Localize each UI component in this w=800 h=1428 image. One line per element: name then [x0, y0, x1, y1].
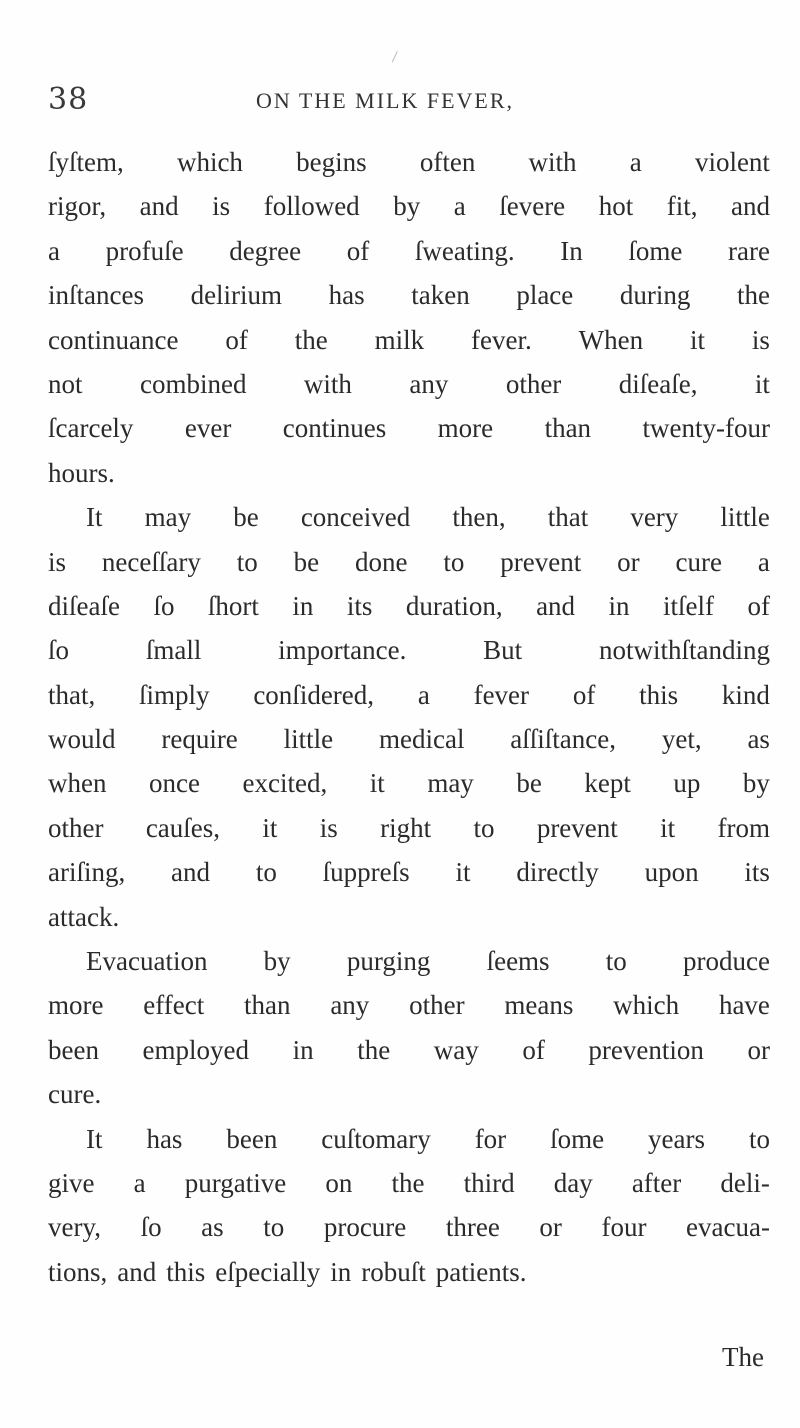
body-text	[48, 140, 770, 1294]
word: in	[292, 1034, 314, 1065]
word: the	[391, 1167, 425, 1198]
text-line	[48, 140, 770, 184]
text-line	[48, 495, 770, 539]
word: excited,	[242, 768, 328, 799]
word: or	[539, 1212, 562, 1243]
word: is	[212, 191, 231, 222]
word: when	[48, 768, 107, 799]
word: little	[720, 502, 770, 533]
word: of	[346, 235, 370, 266]
word: with	[528, 147, 577, 177]
word: evacua-	[686, 1212, 770, 1243]
text-line	[48, 362, 770, 406]
word: other	[409, 990, 465, 1021]
word: produce	[682, 946, 770, 977]
text-line	[48, 451, 770, 495]
word: four	[601, 1212, 647, 1243]
word: kind	[721, 679, 770, 710]
word: its	[346, 590, 373, 621]
word: to	[236, 546, 258, 577]
word: ſcarcely	[48, 413, 134, 444]
word: conſidered,	[253, 679, 375, 710]
word: followed	[263, 191, 360, 222]
text-line	[48, 673, 770, 717]
text-line	[48, 273, 770, 317]
word: other	[48, 812, 104, 843]
word: profuſe	[105, 235, 184, 266]
word: any	[409, 368, 449, 399]
word: hours.	[48, 457, 115, 488]
word: ſhort	[207, 590, 259, 621]
word: not	[48, 368, 83, 399]
word: and	[171, 857, 211, 888]
word: violent	[694, 147, 770, 177]
text-line	[48, 1161, 770, 1205]
word: or	[617, 546, 640, 577]
word: which	[613, 990, 680, 1021]
word: be	[516, 768, 542, 799]
word: for	[474, 1123, 507, 1154]
word: is	[751, 324, 770, 355]
word: milk	[374, 324, 425, 355]
word: means	[504, 990, 574, 1021]
word: to	[748, 1123, 770, 1154]
word: been	[226, 1123, 278, 1154]
word: the	[736, 280, 770, 311]
word: robuſt	[361, 1256, 426, 1287]
word: procure	[323, 1212, 407, 1243]
catchword: The	[722, 1342, 764, 1372]
word: years	[648, 1123, 706, 1154]
word: and	[536, 590, 576, 621]
stray-pen-mark	[392, 51, 403, 65]
word: prevent	[536, 812, 618, 843]
word: duration,	[405, 590, 503, 621]
word: way	[433, 1034, 479, 1065]
word: and	[117, 1256, 157, 1287]
word: begins	[296, 147, 367, 177]
word: to	[473, 812, 495, 843]
word: has	[146, 1123, 183, 1154]
text-line	[48, 584, 770, 628]
word: of	[522, 1034, 545, 1065]
word: a	[133, 1167, 146, 1198]
word: may	[144, 502, 192, 533]
word: ſweating.	[414, 235, 515, 266]
word: often	[419, 147, 476, 177]
word: than	[544, 413, 592, 444]
word: it	[754, 368, 770, 399]
word: it	[455, 857, 471, 888]
word: it	[660, 812, 676, 843]
word: conceived	[300, 502, 411, 533]
word: to	[605, 946, 627, 977]
word: this	[166, 1256, 206, 1287]
word: Evacuation	[86, 946, 208, 977]
word: rare	[728, 235, 770, 266]
word: the	[294, 324, 328, 355]
word: up	[673, 768, 701, 799]
text-line	[48, 628, 770, 672]
word: But	[483, 635, 523, 666]
word: that,	[48, 679, 96, 710]
word: hot	[598, 191, 634, 222]
word: would	[48, 724, 116, 755]
word: give	[48, 1167, 95, 1198]
text-line	[48, 1028, 770, 1072]
running-head-title: ON THE MILK FEVER,	[256, 88, 515, 113]
word: employed	[142, 1034, 250, 1065]
word: inſtances	[48, 280, 144, 311]
running-head	[48, 82, 768, 122]
word: ſo	[140, 1212, 162, 1243]
word: be	[233, 502, 259, 533]
word: it	[369, 768, 385, 799]
word: ariſing,	[48, 857, 126, 888]
word: It	[86, 1123, 103, 1154]
word: a	[417, 679, 430, 710]
word: require	[161, 724, 238, 755]
word: degree	[229, 235, 302, 266]
word: cauſes,	[145, 812, 221, 843]
word: diſeaſe	[48, 590, 120, 621]
word: rigor,	[48, 191, 107, 222]
word: than	[244, 990, 291, 1021]
word: in	[292, 590, 314, 621]
word: delirium	[190, 280, 283, 311]
word: cure.	[48, 1079, 102, 1110]
word: or	[747, 1034, 770, 1065]
text-line	[48, 939, 770, 983]
word: ſuppreſs	[322, 857, 410, 888]
word: fit,	[666, 191, 698, 222]
word: diſeaſe,	[618, 368, 698, 399]
text-line	[48, 983, 770, 1027]
word: a	[453, 191, 466, 222]
word: is	[319, 812, 338, 843]
word: ſimply	[139, 679, 210, 710]
word: fever	[473, 679, 530, 710]
word: and	[139, 191, 179, 222]
text-line	[48, 1072, 770, 1116]
text-line	[48, 318, 770, 362]
word: fever.	[471, 324, 532, 355]
word: notwithſtanding	[598, 635, 770, 666]
word: very	[630, 502, 679, 533]
page-number: 38	[48, 82, 89, 117]
word: cuſtomary	[321, 1123, 431, 1154]
word: the	[357, 1034, 391, 1065]
text-line	[48, 1205, 770, 1249]
word: ſevere	[499, 191, 566, 222]
word: that	[547, 502, 589, 533]
word: purgative	[184, 1167, 287, 1198]
word: eſpecially	[215, 1256, 321, 1287]
word: it	[690, 324, 706, 355]
word: cure	[675, 546, 723, 577]
word: and	[730, 191, 770, 222]
word: to	[263, 1212, 285, 1243]
word: place	[516, 280, 574, 311]
word: third	[463, 1167, 515, 1198]
word: combined	[139, 368, 247, 399]
word: ever	[184, 413, 232, 444]
word: any	[330, 990, 370, 1021]
word: on	[325, 1167, 353, 1198]
word: continuance	[48, 324, 179, 355]
word: is	[48, 546, 67, 577]
word: its	[744, 857, 770, 888]
word: after	[631, 1167, 682, 1198]
word: then,	[452, 502, 506, 533]
word: purging	[346, 946, 431, 977]
word: of	[747, 590, 770, 621]
word: to	[255, 857, 277, 888]
word: in	[608, 590, 630, 621]
word: importance.	[278, 635, 407, 666]
word: very,	[48, 1212, 101, 1243]
text-line	[48, 1250, 770, 1294]
word: ſeems	[486, 946, 550, 977]
word: to	[443, 546, 465, 577]
word: a	[629, 147, 642, 177]
word: a	[48, 235, 60, 266]
word: deli-	[720, 1167, 770, 1198]
word: ſo	[48, 635, 70, 666]
word: once	[149, 768, 200, 799]
word: from	[717, 812, 770, 843]
word: ſome	[628, 235, 683, 266]
word: tions,	[48, 1256, 108, 1287]
word: prevention	[588, 1034, 704, 1065]
word: which	[176, 147, 243, 177]
word: of	[225, 324, 248, 355]
word: twenty-four	[642, 413, 770, 444]
text-line	[48, 806, 770, 850]
text-line	[48, 895, 770, 939]
text-line	[48, 761, 770, 805]
word: little	[283, 724, 334, 755]
word: have	[718, 990, 770, 1021]
word: has	[328, 280, 365, 311]
word: more	[437, 413, 494, 444]
word: been	[48, 1034, 99, 1065]
text-line	[48, 850, 770, 894]
word: of	[572, 679, 596, 710]
word: as	[747, 724, 770, 755]
text-line	[48, 184, 770, 228]
word: during	[619, 280, 691, 311]
word: neceſſary	[101, 546, 201, 577]
word: kept	[584, 768, 631, 799]
word: done	[355, 546, 408, 577]
word: this	[639, 679, 679, 710]
word: by	[393, 191, 421, 222]
word: ſyſtem,	[48, 147, 124, 177]
text-line	[48, 1117, 770, 1161]
word: as	[201, 1212, 224, 1243]
text-line	[48, 229, 770, 273]
word: ſo	[153, 590, 175, 621]
text-line	[48, 717, 770, 761]
word: effect	[143, 990, 205, 1021]
word: by	[263, 946, 291, 977]
word: In	[560, 235, 583, 266]
word: in	[330, 1256, 352, 1287]
word: three	[445, 1212, 500, 1243]
word: ſome	[550, 1123, 605, 1154]
word: it	[262, 812, 278, 843]
word: prevent	[500, 546, 582, 577]
word: attack.	[48, 901, 120, 932]
word: When	[578, 324, 644, 355]
word: a	[757, 546, 770, 577]
word: be	[293, 546, 320, 577]
word: by	[742, 768, 770, 799]
word: aſſiſtance,	[510, 724, 616, 755]
word: It	[86, 502, 103, 533]
word: upon	[644, 857, 699, 888]
word: continues	[282, 413, 387, 444]
word: day	[553, 1167, 593, 1198]
word: directly	[516, 857, 599, 888]
text-line	[48, 406, 770, 450]
text-line	[48, 540, 770, 584]
word: other	[505, 368, 562, 399]
word: right	[380, 812, 432, 843]
word: more	[48, 990, 104, 1021]
word: itſelf	[663, 590, 714, 621]
word: may	[427, 768, 474, 799]
word: ſmall	[145, 635, 202, 666]
word: medical	[378, 724, 465, 755]
word: patients.	[435, 1256, 527, 1287]
word: taken	[411, 280, 470, 311]
word: yet,	[661, 724, 702, 755]
word: with	[303, 368, 352, 399]
